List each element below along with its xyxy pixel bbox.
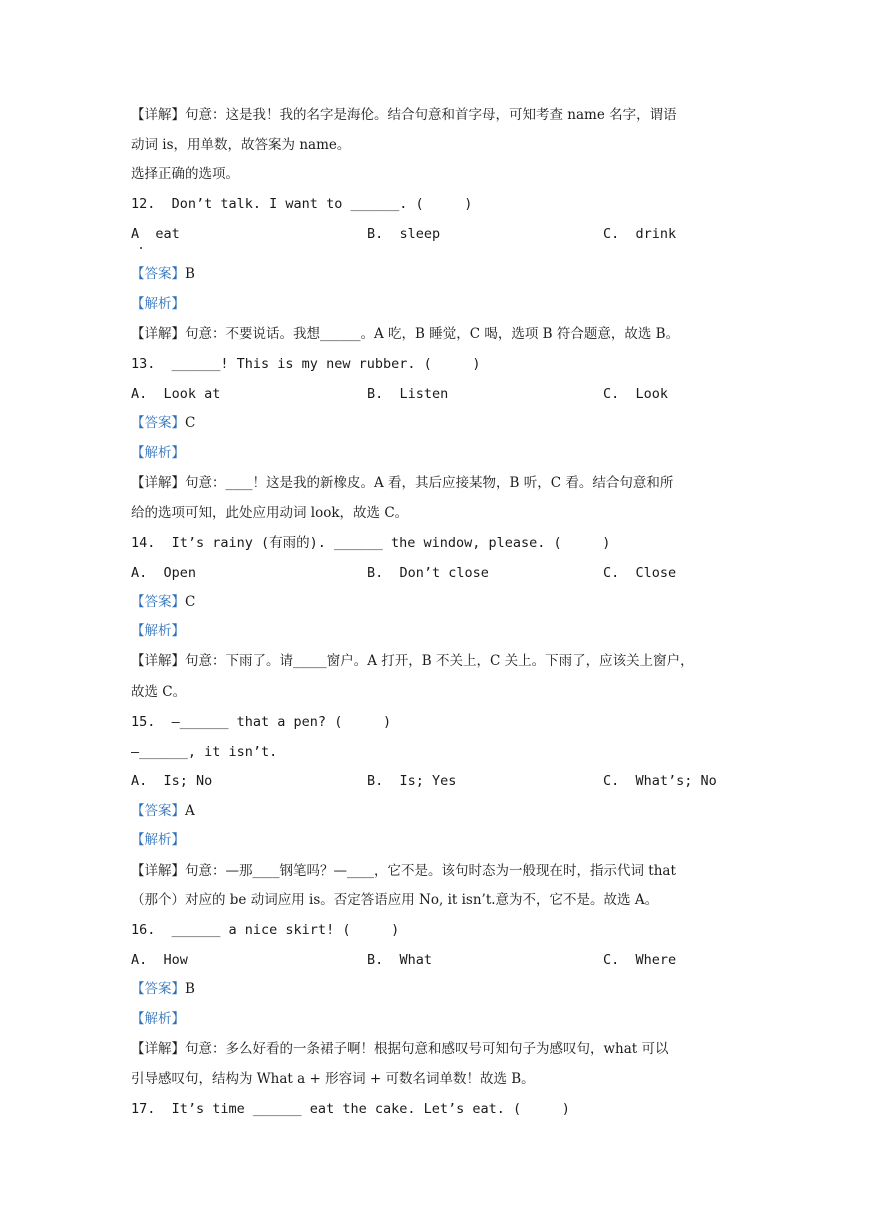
detail-text: 句意：____！这是我的新橡皮。A 看，其后应接某物，B 听，C 看。结合句意和所 [185,475,674,491]
q12-answer [131,264,195,284]
answer-tag: 【答案】 [131,266,185,282]
q12-option-a: A eat [131,226,180,242]
analysis-tag: 【解析】 [131,832,185,848]
analysis-tag: 【解析】 [131,1011,185,1027]
detail-text: 句意：下雨了。请_____窗户。A 打开，B 不关上，C 关上。下雨了，应该关上窗户， [185,653,694,669]
detail-tag: 【详解】 [131,326,185,342]
detail-tag: 【详解】 [131,863,185,879]
q15-answer [131,801,195,821]
q13-detail [131,473,673,493]
detail-tag: 【详解】 [131,475,185,491]
q14-option-c: C. Close [603,565,677,581]
q14-option-b: B. Don’t close [367,565,489,581]
analysis-tag: 【解析】 [131,623,185,639]
q15-option-a: A. Is; No [131,773,213,789]
analysis-tag: 【解析】 [131,296,185,312]
detail-text: 句意：不要说话。我想______。A 吃，B 睡觉，C 喝，选项 B 符合题意，故选 B。 [185,326,680,342]
detail-text: （那个）对应的 be 动词应用 is。否定答语应用 No, it isn’t.意为不，它不是。故选 A。 [131,892,659,908]
answer-tag: 【答案】 [131,803,185,819]
answer-tag: 【答案】 [131,981,185,997]
detail-text: 动词 is，用单数，故答案为 name。 [131,137,351,153]
question-15-stem: 15. —______ that a pen? ( ) [131,714,392,730]
detail-text: 引导感叹句，结构为 What a + 形容词 + 可数名词单数！故选 B。 [131,1071,535,1087]
detail-text: 句意：这是我！我的名字是海伦。结合句意和首字母，可知考查 name 名字，谓语 [185,107,677,123]
q12-detail [131,324,679,344]
detail-text: 给的选项可知，此处应用动词 look，故选 C。 [131,505,409,521]
detail-text: 句意：—那____钢笔吗？—____，它不是。该句时态为一般现在时，指示代词 that [185,863,676,879]
answer-value: C [185,594,196,610]
answer-tag: 【答案】 [131,415,185,431]
detail-tag: 【详解】 [131,653,185,669]
q16-answer [131,979,195,999]
q16-option-a: A. How [131,952,188,968]
q16-detail [131,1039,669,1059]
detail-tag: 【详解】 [131,107,185,123]
question-14-stem: 14. It’s rainy (有雨的). ______ the window, please. ( ) [131,535,611,551]
question-16-stem: 16. ______ a nice skirt! ( ) [131,922,400,938]
detail-text: 句意：多么好看的一条裙子啊！根据句意和感叹号可知句子为感叹句，what 可以 [185,1041,669,1057]
answer-value: B [185,266,195,282]
question-12-stem: 12. Don’t talk. I want to ______. ( ) [131,196,473,212]
detail-line [131,105,677,125]
answer-value: B [185,981,195,997]
q12-option-b: B. sleep [367,226,441,242]
q13-option-c: C. Look [603,386,669,402]
analysis-tag: 【解析】 [131,445,185,461]
q14-option-a: A. Open [131,565,197,581]
answer-tag: 【答案】 [131,594,185,610]
q13-answer [131,413,195,433]
question-15-stem-2: —______, it isn’t. [131,744,278,760]
instruction-text: 选择正确的选项。 [131,166,239,182]
stray-dot [140,247,142,249]
question-13-stem: 13. ______! This is my new rubber. ( ) [131,356,481,372]
answer-value: A [185,803,195,819]
q14-answer [131,592,195,612]
q16-option-b: B. What [367,952,433,968]
q15-option-b: B. Is; Yes [367,773,457,789]
q15-detail [131,861,676,881]
q15-option-c: C. What’s; No [603,773,717,789]
q12-option-c: C. drink [603,226,677,242]
q14-detail [131,651,694,671]
answer-value: C [185,415,196,431]
detail-text: 故选 C。 [131,684,187,700]
question-17-stem: 17. It’s time ______ eat the cake. Let’s eat. ( ) [131,1101,570,1117]
q16-option-c: C. Where [603,952,677,968]
detail-tag: 【详解】 [131,1041,185,1057]
q13-option-a: A. Look at [131,386,221,402]
q13-option-b: B. Listen [367,386,449,402]
